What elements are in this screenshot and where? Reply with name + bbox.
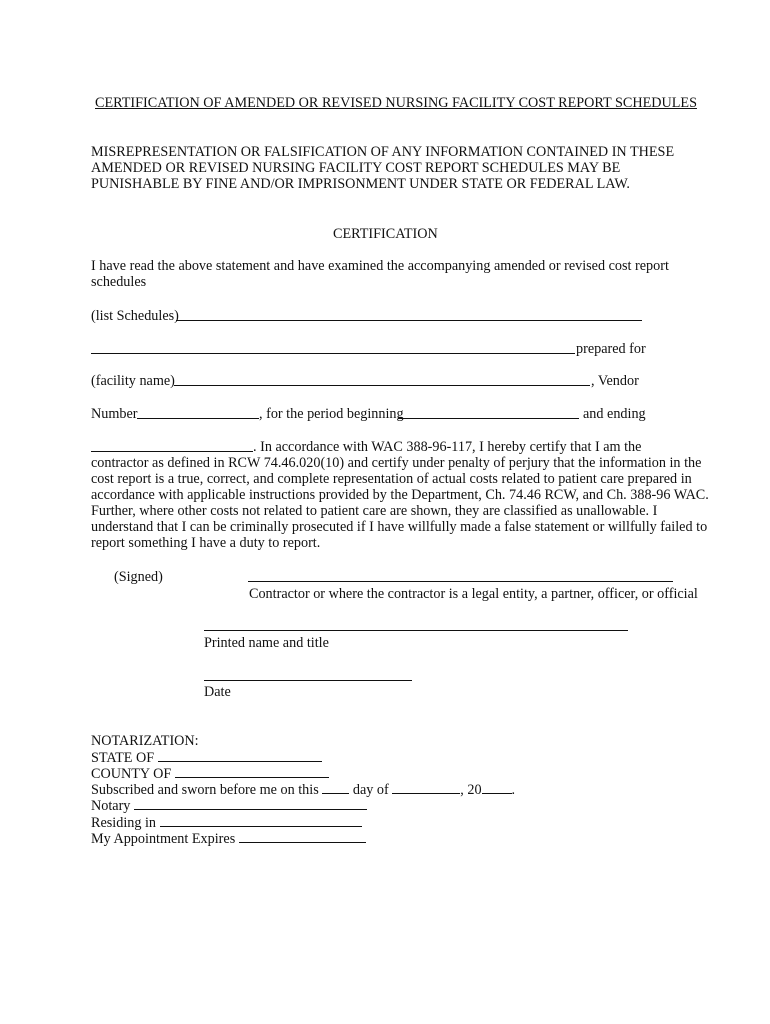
printed-name-caption: Printed name and title — [204, 635, 329, 651]
warning-line-1: MISREPRESENTATION OR FALSIFICATION OF ANY INFORMATION CONTAINED IN THESE — [91, 144, 675, 160]
subscribed-month-field[interactable] — [392, 781, 460, 794]
date-caption: Date — [204, 684, 231, 700]
state-label: STATE OF — [91, 750, 155, 766]
year-prefix: , 20 — [460, 782, 482, 798]
document-title: CERTIFICATION OF AMENDED OR REVISED NURSING FACILITY COST REPORT SCHEDULES — [95, 95, 697, 111]
subscribed-year-field[interactable] — [482, 781, 512, 794]
warning-line-3: PUNISHABLE BY FINE AND/OR IMPRISONMENT UNDER STATE OR FEDERAL LAW. — [91, 176, 630, 192]
list-schedules-label: (list Schedules) — [91, 308, 179, 324]
notary-label: Notary — [91, 798, 131, 814]
appointment-row — [91, 830, 366, 847]
facility-name-field[interactable] — [174, 385, 590, 386]
intro-line-2: schedules — [91, 274, 147, 290]
intro-line-1: I have read the above statement and have examined the accompanying amended or revised cost report — [91, 258, 669, 274]
statement-line-2: contractor as defined in RCW 74.46.020(10) and certify under penalty of perjury that the information in the — [91, 455, 702, 471]
date-field[interactable] — [204, 680, 412, 681]
vendor-label: , Vendor — [591, 373, 639, 389]
subscribed-label: Subscribed and sworn before me on this — [91, 782, 319, 798]
notarization-heading: NOTARIZATION: — [91, 733, 199, 749]
county-field[interactable] — [175, 765, 329, 778]
statement-line-3: cost report is a true, correct, and complete representation of actual costs related to patient care prepared in — [91, 471, 692, 487]
and-ending-label: and ending — [583, 406, 646, 422]
appointment-expires-field[interactable] — [239, 830, 366, 843]
period-beginning-label: , for the period beginning — [259, 406, 404, 422]
vendor-number-field[interactable] — [137, 418, 259, 419]
schedules-continuation-field[interactable] — [91, 353, 575, 354]
notary-row — [91, 797, 367, 814]
statement-line-6: understand that I can be criminally prosecuted if I have willfully made a false statement or willfully failed to — [91, 519, 708, 535]
number-label: Number — [91, 406, 138, 422]
subscribed-row — [91, 781, 515, 798]
statement-line-1: . In accordance with WAC 388-96-117, I hereby certify that I am the — [253, 439, 642, 455]
prepared-for-label: prepared for — [576, 341, 646, 357]
county-label: COUNTY OF — [91, 766, 172, 782]
period-ending-field[interactable] — [91, 451, 253, 452]
contractor-caption: Contractor or where the contractor is a legal entity, a partner, officer, or official — [249, 586, 698, 602]
state-field[interactable] — [158, 749, 322, 762]
residing-row — [91, 814, 362, 831]
signed-label: (Signed) — [114, 569, 163, 585]
list-schedules-field[interactable] — [176, 320, 642, 321]
residing-label: Residing in — [91, 815, 157, 831]
state-row — [91, 749, 322, 766]
day-of-label: day of — [352, 782, 389, 798]
subscribed-day-field[interactable] — [322, 781, 349, 794]
facility-name-label: (facility name) — [91, 373, 175, 389]
notary-field[interactable] — [134, 797, 367, 810]
statement-line-5: Further, where other costs not related to patient care are shown, they are classified as unallowable. I — [91, 503, 658, 519]
warning-line-2: AMENDED OR REVISED NURSING FACILITY COST REPORT SCHEDULES MAY BE — [91, 160, 621, 176]
period-beginning-field[interactable] — [398, 418, 579, 419]
certification-heading: CERTIFICATION — [333, 226, 438, 242]
year-suffix: . — [511, 782, 516, 798]
residing-field[interactable] — [160, 814, 362, 827]
statement-line-7: report something I have a duty to report. — [91, 535, 321, 551]
appointment-label: My Appointment Expires — [91, 831, 236, 847]
contractor-signature-field[interactable] — [248, 581, 673, 582]
printed-name-field[interactable] — [204, 630, 628, 631]
statement-line-4: accordance with applicable instructions provided by the Department, Ch. 74.46 RCW, and Ch. 388-96 WAC. — [91, 487, 709, 503]
county-row — [91, 765, 329, 782]
